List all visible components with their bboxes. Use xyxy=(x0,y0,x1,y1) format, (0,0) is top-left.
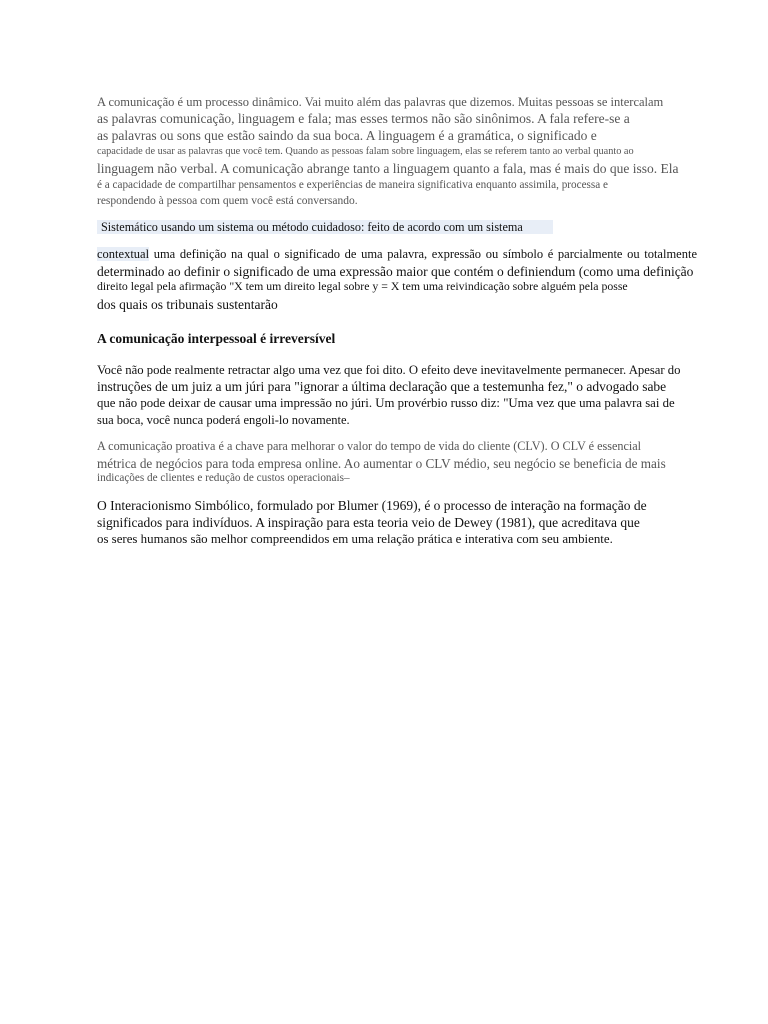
p3-line-1 xyxy=(97,248,697,261)
p6-line-3: os seres humanos são melhor compreendidos em uma relação prática e interativa com seu ambiente. xyxy=(97,532,613,546)
p5-line-2: métrica de negócios para toda empresa online. Ao aumentar o CLV médio, seu negócio se beneficia de mais xyxy=(97,456,666,471)
p3-line-4: dos quais os tribunais sustentarão xyxy=(97,297,278,312)
p1-line-4: capacidade de usar as palavras que você tem. Quando as pessoas falam sobre linguagem, elas se referem tanto ao verbal quanto ao xyxy=(97,146,634,157)
p4-line-4: sua boca, você nunca poderá engoli-lo novamente. xyxy=(97,413,350,427)
p1-line-1: A comunicação é um processo dinâmico. Vai muito além das palavras que dizemos. Muitas pessoas se intercalam xyxy=(97,95,664,109)
p6-line-1: O Interacionismo Simbólico, formulado por Blumer (1969), é o processo de interação na formação de xyxy=(97,498,647,513)
p3-line-1-rest: uma definição na qual o significado de uma palavra, expressão ou símbolo é parcialmente ou totalmente xyxy=(149,247,697,261)
p1-line-6: é a capacidade de compartilhar pensamentos e experiências de maneira significativa enquanto assimila, processa e xyxy=(97,179,608,191)
highlighted-term: contextual xyxy=(97,247,150,261)
p2-line-1: Sistemático usando um sistema ou método cuidadoso: feito de acordo com um sistema xyxy=(97,220,553,234)
p6-line-2: significados para indivíduos. A inspiração para esta teoria veio de Dewey (1981), que acreditava que xyxy=(97,515,640,530)
p3-line-3: direito legal pela afirmação "X tem um direito legal sobre y = X tem uma reivindicação sobre alguém pela posse xyxy=(97,279,628,293)
p5-line-3: indicações de clientes e redução de custos operacionais– xyxy=(97,472,350,484)
p1-line-7: respondendo à pessoa com quem você está conversando. xyxy=(97,195,358,207)
p4-line-3: que não pode deixar de causar uma impressão no júri. Um provérbio russo diz: "Uma vez que uma palavra sai de xyxy=(97,396,675,410)
p4-line-2: instruções de um juiz a um júri para "ignorar a última declaração que a testemunha fez," o advogado sabe xyxy=(97,379,667,394)
p1-line-2: as palavras comunicação, linguagem e fala; mas esses termos não são sinônimos. A fala refere-se a xyxy=(97,111,630,126)
p3-line-2: determinado ao definir o significado de uma expressão maior que contém o definiendum (como uma definição xyxy=(97,264,694,279)
p1-line-3: as palavras ou sons que estão saindo da sua boca. A linguagem é a gramática, o significado e xyxy=(97,128,597,143)
p4-line-1: Você não pode realmente retractar algo uma vez que foi dito. O efeito deve inevitavelmente permanecer. Apesar do xyxy=(97,363,681,377)
p1-line-5: linguagem não verbal. A comunicação abrange tanto a linguagem quanto a fala, mas é mais do que isso. Ela xyxy=(97,161,679,176)
section-heading: A comunicação interpessoal é irreversível xyxy=(97,331,336,346)
p5-line-1: A comunicação proativa é a chave para melhorar o valor do tempo de vida do cliente (CLV). O CLV é essencial xyxy=(97,439,642,453)
